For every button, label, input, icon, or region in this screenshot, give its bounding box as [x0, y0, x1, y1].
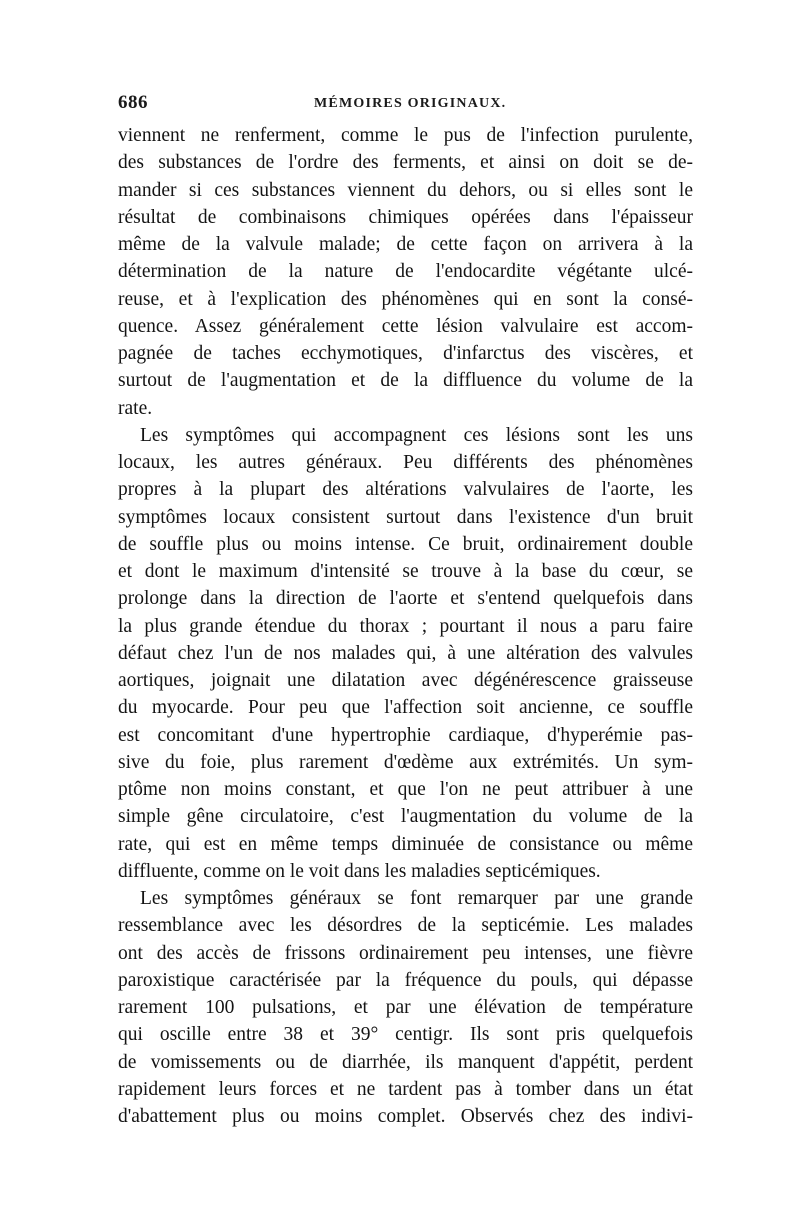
- text-line: du myocarde. Pour peu que l'affection soit ancienne, ce souffle: [118, 697, 693, 719]
- text-line: symptômes locaux consistent surtout dans l'existence d'un bruit: [118, 506, 693, 528]
- text-line: viennent ne renferment, comme le pus de l'infection purulente,: [118, 125, 693, 146]
- text-line: prolonge dans la direction de l'aorte et s'entend quelquefois dans: [118, 588, 693, 610]
- text-line: locaux, les autres généraux. Peu différents des phénomènes: [118, 452, 693, 473]
- text-line: ont des accès de frissons ordinairement peu intenses, une fièvre: [118, 942, 693, 964]
- body-text: [118, 122, 693, 1130]
- text-line: paroxistique caractérisée par la fréquence du pouls, qui dépasse: [118, 969, 693, 991]
- text-line: de souffle plus ou moins intense. Ce bruit, ordinairement double: [118, 533, 693, 555]
- text-line: quence. Assez généralement cette lésion valvulaire est accom-: [118, 315, 693, 337]
- text-line: ressemblance avec les désordres de la septicémie. Les malades: [118, 915, 693, 937]
- text-line: propres à la plupart des altérations valvulaires de l'aorte, les: [118, 479, 693, 501]
- text-line: même de la valvule malade; de cette façon on arrivera à la: [118, 234, 693, 255]
- text-line: d'abattement plus ou moins complet. Observés chez des indivi-: [118, 1106, 693, 1127]
- text-line: des substances de l'ordre des ferments, et ainsi on doit se de-: [118, 152, 693, 174]
- text-line: diffluente, comme on le voit dans les maladies septicémiques.: [118, 860, 601, 882]
- text-line: défaut chez l'un de nos malades qui, à une altération des valvules: [118, 642, 693, 664]
- text-line: de vomissements ou de diarrhée, ils manquent d'appétit, perdent: [118, 1051, 693, 1073]
- page-number: 686: [118, 92, 148, 113]
- text-line: est concomitant d'une hypertrophie cardiaque, d'hyperémie pas-: [118, 724, 693, 746]
- text-line: rapidement leurs forces et ne tardent pas à tomber dans un état: [118, 1078, 693, 1100]
- running-title: MÉMOIRES ORIGINAUX.: [314, 96, 507, 111]
- text-line: reuse, et à l'explication des phénomènes qui en sont la consé-: [118, 288, 693, 310]
- page-header: [118, 92, 698, 118]
- text-line: la plus grande étendue du thorax ; pourtant il nous a paru faire: [118, 615, 693, 637]
- text-line: résultat de combinaisons chimiques opérées dans l'épaisseur: [118, 206, 693, 228]
- text-line: rarement 100 pulsations, et par une élévation de température: [118, 997, 693, 1018]
- text-line: détermination de la nature de l'endocardite végétante ulcé-: [118, 261, 693, 283]
- paragraph-start-line: Les symptômes qui accompagnent ces lésions sont les uns: [140, 424, 693, 446]
- text-line: simple gêne circulatoire, c'est l'augmentation du volume de la: [118, 806, 693, 828]
- text-line: mander si ces substances viennent du dehors, ou si elles sont le: [118, 179, 693, 201]
- text-line: ptôme non moins constant, et que l'on ne peut attribuer à une: [118, 779, 693, 800]
- text-line: pagnée de taches ecchymotiques, d'infarctus des viscères, et: [118, 343, 693, 364]
- text-line: sive du foie, plus rarement d'œdème aux extrémités. Un sym-: [118, 751, 693, 773]
- text-line: rate.: [118, 397, 153, 419]
- text-line: surtout de l'augmentation et de la diffluence du volume de la: [118, 370, 693, 392]
- text-line: et dont le maximum d'intensité se trouve à la base du cœur, se: [118, 561, 693, 582]
- paragraph-start-line: Les symptômes généraux se font remarquer par une grande: [140, 888, 693, 909]
- text-line: rate, qui est en même temps diminuée de consistance ou même: [118, 833, 693, 855]
- text-line: aortiques, joignait une dilatation avec dégénérescence graisseuse: [118, 670, 693, 691]
- text-line: qui oscille entre 38 et 39° centigr. Ils sont pris quelquefois: [118, 1024, 693, 1046]
